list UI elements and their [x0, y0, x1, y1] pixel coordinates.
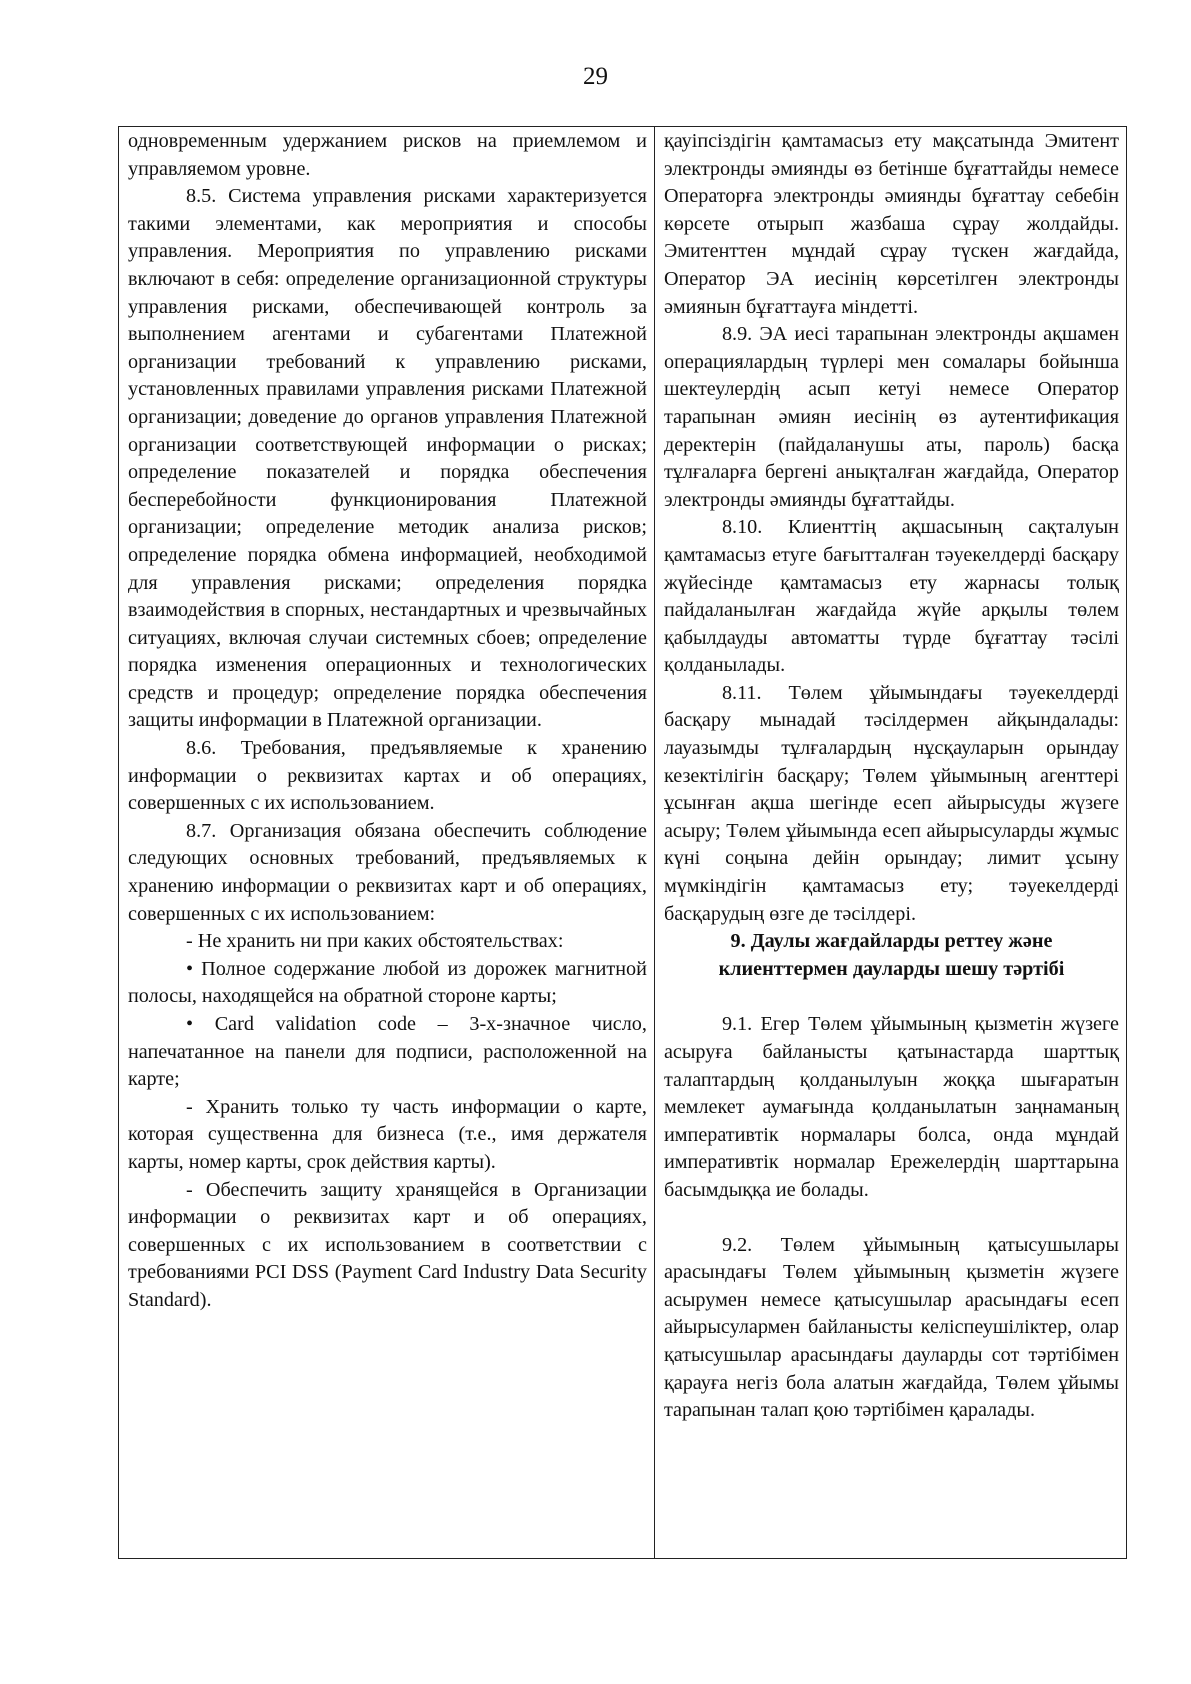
bullet-magnetic-stripe: • Полное содержание любой из дорожек магнитной полосы, находящейся на обратной стороне карты;: [128, 957, 647, 1008]
paragraph-8-9: 8.9. ЭА иесі тарапынан электронды ақшамен операциялардың түрлері мен сомалары бойынша шектеулердің асып кетуі немесе Оператор тарапынан әмиян иесінің өз аутентификация деректерін (пайдаланушы аты, пароль) басқа тұлғаларға бергені анықталған жағдайда, Оператор электронды әмиянды бұғаттайды.: [663, 323, 1119, 511]
list-item-store-only: - Хранить только ту часть информации о карте, которая существенна для бизнеса (т.е., имя держателя карты, номер карты, срок действия карты).: [128, 1095, 647, 1173]
section-9-heading: 9. Даулы жағдайларды реттеу және клиенттермен дауларды шешу тәртібі: [718, 930, 1065, 980]
paragraph-8-5: 8.5. Система управления рисками характеризуется такими элементами, как мероприятия и способы управления. Мероприятия по управлению рисками включают в себя: определение организационной структуры управления рисками, обеспечивающей контроль за выполнением агентами и субагентами Платежной организации требований к управлению рисками, установленных правилами управления рисками Платежной организации; доведение до органов управления Платежной организации соответствующей информации о рисках; определение показателей и порядка обеспечения бесперебойности функционирования Платежной организации; определение методик анализа рисков; определение порядка обмена информацией, необходимой для управления рисками; определения порядка взаимодействия в спорных, нестандартных и чрезвычайных ситуациях, включая случаи системных сбоев; определение порядка изменения операционных и технологических средств и процедур; определение порядка обеспечения защиты информации в Платежной организации.: [128, 185, 647, 732]
page-number: 29: [583, 63, 608, 90]
paragraph-8-6: 8.6. Требования, предъявляемые к хранению информации о реквизитах картах и об операциях, совершенных с их использованием.: [128, 737, 647, 815]
left-column-russian: [119, 127, 655, 1558]
list-item-do-not-store: - Не хранить ни при каких обстоятельствах:: [186, 930, 564, 953]
spacer: [664, 1205, 1119, 1232]
paragraph-continuation: одновременным удержанием рисков на приемлемом и управляемом уровне.: [128, 130, 647, 180]
paragraph-8-7: 8.7. Организация обязана обеспечить соблюдение следующих основных требований, предъявляемых к хранению информации о реквизитах карт и об операциях, совершенных с их использованием:: [128, 819, 647, 925]
paragraph-8-11: 8.11. Төлем ұйымындағы тәуекелдерді басқару мынадай тәсілдермен айқындалады: лауазымды тұлғалардың нұсқауларын орындау кезектілігін басқару; Төлем ұйымының агенттері ұсынған ақша шегінде есеп айырысуды жүзеге асыру; Төлем ұйымында есеп айырысуларды жұмыс күні соңына дейін орындау; лимит ұсыну мүмкіндігін қамтамасыз ету; тәуекелдерді басқарудың өзге де тәсілдері.: [663, 681, 1119, 925]
paragraph-9-2: 9.2. Төлем ұйымының қатысушылары арасындағы Төлем ұйымының қызметін жүзеге асырумен немесе қатысушылар арасындағы есеп айырысулармен байланысты келіспеушіліктер, олар қатысушылар арасындағы дауларды сот тәртібімен қарауға негіз бола алатын жағдайда, Төлем ұйымы тарапынан талап қою тәртібімен қаралады.: [663, 1233, 1119, 1422]
paragraph-9-1: 9.1. Егер Төлем ұйымының қызметін жүзеге асыруға байланысты қатынастарда шарттық талаптардың қолданылуын жоққа шығаратын мемлекет аумағында қолданылатын заңнаманың императивтік нормалары болса, онда мұндай императивтік нормалар Ережелердің шарттарына басымдыққа ие болады.: [663, 1013, 1119, 1201]
spacer: [664, 983, 1119, 1011]
paragraph-8-10: 8.10. Клиенттің ақшасының сақталуын қамтамасыз етуге бағытталған тәуекелдерді басқару жүйесінде қамтамасыз ету жарнасы толық пайдаланылған жағдайда жүйе арқылы төлем қабылдауды автоматты түрде бұғаттау тәсілі қолданылады.: [663, 516, 1119, 677]
bullet-card-validation-code: • Card validation code – 3-х-значное число, напечатанное на панели для подписи, расположенной на карте;: [128, 1013, 647, 1091]
two-column-table: [118, 126, 1127, 1559]
right-column-kazakh: [655, 127, 1126, 1558]
list-item-pci-dss: - Обеспечить защиту хранящейся в Организации информации о реквизитах карт и об операциях, совершенных с их использованием в соответствии с требованиями PCI DSS (Payment Card Industry Data Security Standard).: [128, 1178, 647, 1311]
paragraph-continuation-kz: қауіпсіздігін қамтамасыз ету мақсатында Эмитент электронды әмиянды өз бетінше бұғаттайды немесе Операторға электронды әмиянды бұғаттау себебін көрсете отырып жазбаша сұрау жолдайды. Эмитенттен мұндай сұрау түскен жағдайда, Оператор ЭА иесінің көрсетілген электронды әмиянын бұғаттауға міндетті.: [663, 130, 1119, 318]
